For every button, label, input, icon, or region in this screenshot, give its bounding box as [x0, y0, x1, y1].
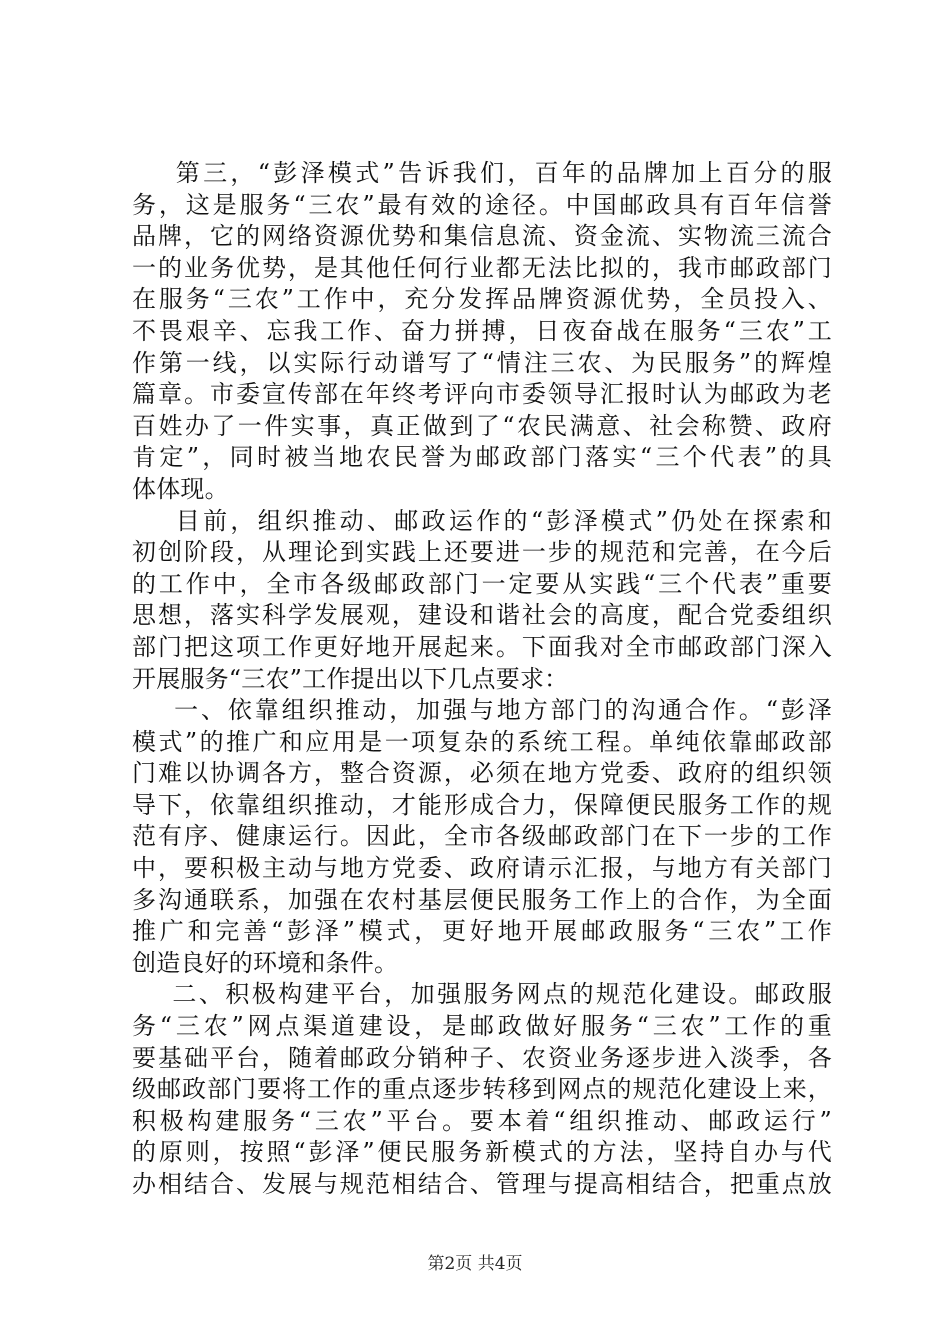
body-line: 第三，“彭泽模式”告诉我们，百年的品牌加上百分的服 [132, 159, 832, 187]
body-line: 要基础平台，随着邮政分销种子、农资业务逐步进入淡季，各 [132, 1043, 832, 1072]
body-line: 模式”的推广和应用是一项复杂的系统工程。单纯依靠邮政部 [132, 727, 832, 756]
body-line: 办相结合、发展与规范相结合、管理与提高相结合，把重点放 [132, 1170, 832, 1198]
body-line: 初创阶段，从理论到实践上还要进一步的规范和完善，在今后 [132, 538, 832, 567]
body-line: 在服务“三农”工作中，充分发挥品牌资源优势，全员投入、 [132, 285, 832, 314]
page-footer: 第2页 共4页 [427, 1254, 523, 1274]
body-line: 创造良好的环境和条件。 [132, 948, 399, 977]
body-line: 目前，组织推动、邮政运作的“彭泽模式”仍处在探索和 [132, 506, 832, 535]
body-line: 的工作中，全市各级邮政部门一定要从实践“三个代表”重要 [132, 569, 832, 598]
body-line: 推广和完善“彭泽”模式，更好地开展邮政服务“三农”工作 [132, 917, 832, 946]
body-line: 思想，落实科学发展观，建设和谐社会的高度，配合党委组织 [132, 601, 832, 630]
body-line: 作第一线，以实际行动谱写了“情注三农、为民服务”的辉煌 [132, 348, 832, 377]
body-line: 部门把这项工作更好地开展起来。下面我对全市邮政部门深入 [132, 632, 832, 661]
body-line: 肯定”，同时被当地农民誉为邮政部门落实“三个代表”的具 [132, 443, 832, 472]
body-line: 开展服务“三农”工作提出以下几点要求： [132, 664, 569, 693]
body-line: 体体现。 [132, 474, 229, 503]
document-body [132, 158, 832, 1201]
body-line: 导下，依靠组织推动，才能形成合力，保障便民服务工作的规 [132, 790, 832, 819]
body-line: 的原则，按照“彭泽”便民服务新模式的方法，坚持自办与代 [132, 1138, 832, 1167]
body-line: 不畏艰辛、忘我工作、奋力拼搏，日夜奋战在服务“三农”工 [132, 316, 832, 345]
body-line: 百姓办了一件实事，真正做到了“农民满意、社会称赞、政府 [132, 411, 832, 440]
body-line: 范有序、健康运行。因此，全市各级邮政部门在下一步的工作 [132, 822, 832, 851]
body-line: 积极构建服务“三农”平台。要本着“组织推动、邮政运行” [132, 1106, 832, 1135]
body-line: 一的业务优势，是其他任何行业都无法比拟的，我市邮政部门 [132, 253, 832, 282]
body-line: 级邮政部门要将工作的重点逐步转移到网点的规范化建设上来， [132, 1075, 832, 1104]
body-line: 务，这是服务“三农”最有效的途径。中国邮政具有百年信誉 [132, 190, 832, 219]
body-line: 务“三农”网点渠道建设，是邮政做好服务“三农”工作的重 [132, 1012, 832, 1041]
body-line: 中，要积极主动与地方党委、政府请示汇报，与地方有关部门 [132, 854, 832, 883]
body-line: 门难以协调各方，整合资源，必须在地方党委、政府的组织领 [132, 759, 832, 788]
body-line: 品牌，它的网络资源优势和集信息流、资金流、实物流三流合 [132, 222, 832, 251]
body-line: 篇章。市委宣传部在年终考评向市委领导汇报时认为邮政为老 [132, 380, 832, 409]
body-line: 多沟通联系，加强在农村基层便民服务工作上的合作，为全面 [132, 885, 832, 914]
body-line: 二、积极构建平台，加强服务网点的规范化建设。邮政服 [132, 980, 832, 1009]
body-line: 一、依靠组织推动，加强与地方部门的沟通合作。“彭泽 [132, 696, 832, 725]
